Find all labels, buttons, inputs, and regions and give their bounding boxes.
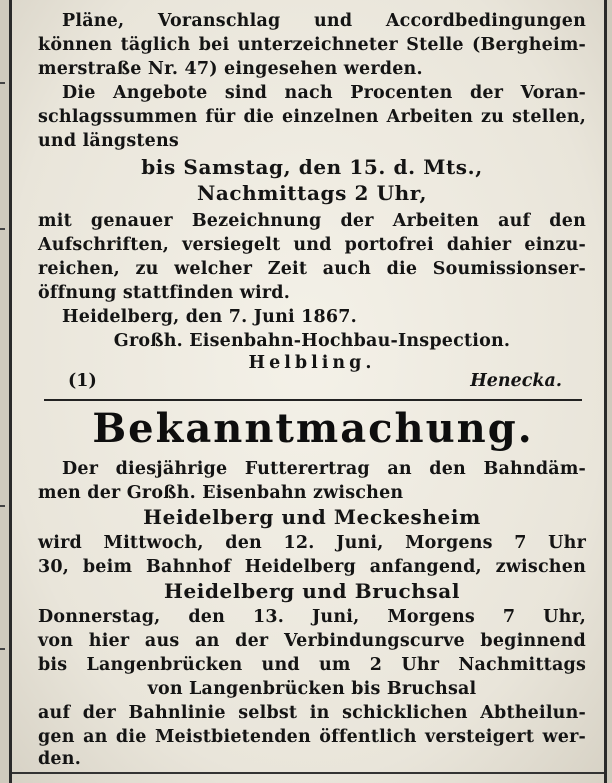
text-line: öffnung stattfinden wird. bbox=[38, 283, 291, 303]
text-line: Pläne, Voranschlag und Accordbedingungen bbox=[62, 11, 586, 31]
text-line: den. bbox=[38, 749, 81, 769]
margin-tick bbox=[0, 82, 5, 84]
text-line: reichen, zu welcher Zeit auch die Soumissionser- bbox=[38, 259, 586, 279]
deadline-day: bis Samstag, den 15. d. Mts., bbox=[141, 155, 483, 179]
right-column-edge bbox=[607, 0, 612, 783]
text-line: 30, beim Bahnhof Heidelberg anfangend, zwischen bbox=[38, 557, 586, 577]
notice-divider bbox=[44, 399, 582, 401]
right-column-rule bbox=[604, 0, 607, 783]
margin-tick bbox=[0, 228, 5, 230]
signature-row bbox=[44, 371, 584, 395]
notice-title: Bekanntmachung. bbox=[92, 405, 534, 452]
text-line: bis Langenbrücken und um 2 Uhr Nachmittags bbox=[38, 655, 586, 675]
text-line: merstraße Nr. 47) eingesehen werden. bbox=[38, 59, 423, 79]
text-line: auf der Bahnlinie selbst in schicklichen Abtheilun- bbox=[38, 703, 586, 723]
left-column-edge bbox=[0, 0, 9, 783]
place-date: Heidelberg, den 7. Juni 1867. bbox=[62, 307, 357, 327]
notice-number: (1) bbox=[68, 371, 97, 391]
text-line: Aufschriften, versiegelt und portofrei dahier einzu- bbox=[38, 235, 586, 255]
text-line: men der Großh. Eisenbahn zwischen bbox=[38, 483, 404, 503]
left-column-rule bbox=[9, 0, 12, 783]
text-line: gen an die Meistbietenden öffentlich versteigert wer- bbox=[38, 727, 586, 747]
route-heading: Heidelberg und Meckesheim bbox=[143, 505, 481, 529]
text-line: wird Mittwoch, den 12. Juni, Morgens 7 Uhr bbox=[38, 533, 586, 553]
text-line: und längstens bbox=[38, 131, 179, 151]
text-line: Donnerstag, den 13. Juni, Morgens 7 Uhr, bbox=[38, 607, 586, 627]
margin-tick bbox=[0, 648, 5, 650]
text-line: können täglich bei unterzeichneter Stelle (Bergheim- bbox=[38, 35, 586, 55]
text-line: Der diesjährige Futterertrag an den Bahndäm- bbox=[62, 459, 586, 479]
text-line: Die Angebote sind nach Procenten der Voran- bbox=[62, 83, 586, 103]
signature-name: Henecka. bbox=[470, 371, 562, 391]
signatory-name: Helbling. bbox=[248, 353, 376, 373]
route-heading: Heidelberg und Bruchsal bbox=[163, 579, 461, 603]
text-line: von Langenbrücken bis Bruchsal bbox=[147, 679, 477, 699]
text-line: schlagssummen für die einzelnen Arbeiten zu stellen, bbox=[38, 107, 586, 127]
text-line: von hier aus an der Verbindungscurve beginnend bbox=[38, 631, 586, 651]
deadline-time: Nachmittags 2 Uhr, bbox=[196, 181, 428, 205]
text-line: mit genauer Bezeichnung der Arbeiten auf den bbox=[38, 211, 586, 231]
margin-tick bbox=[0, 505, 5, 507]
issuing-office: Großh. Eisenbahn-Hochbau-Inspection. bbox=[113, 331, 511, 351]
bottom-rule bbox=[12, 772, 604, 774]
